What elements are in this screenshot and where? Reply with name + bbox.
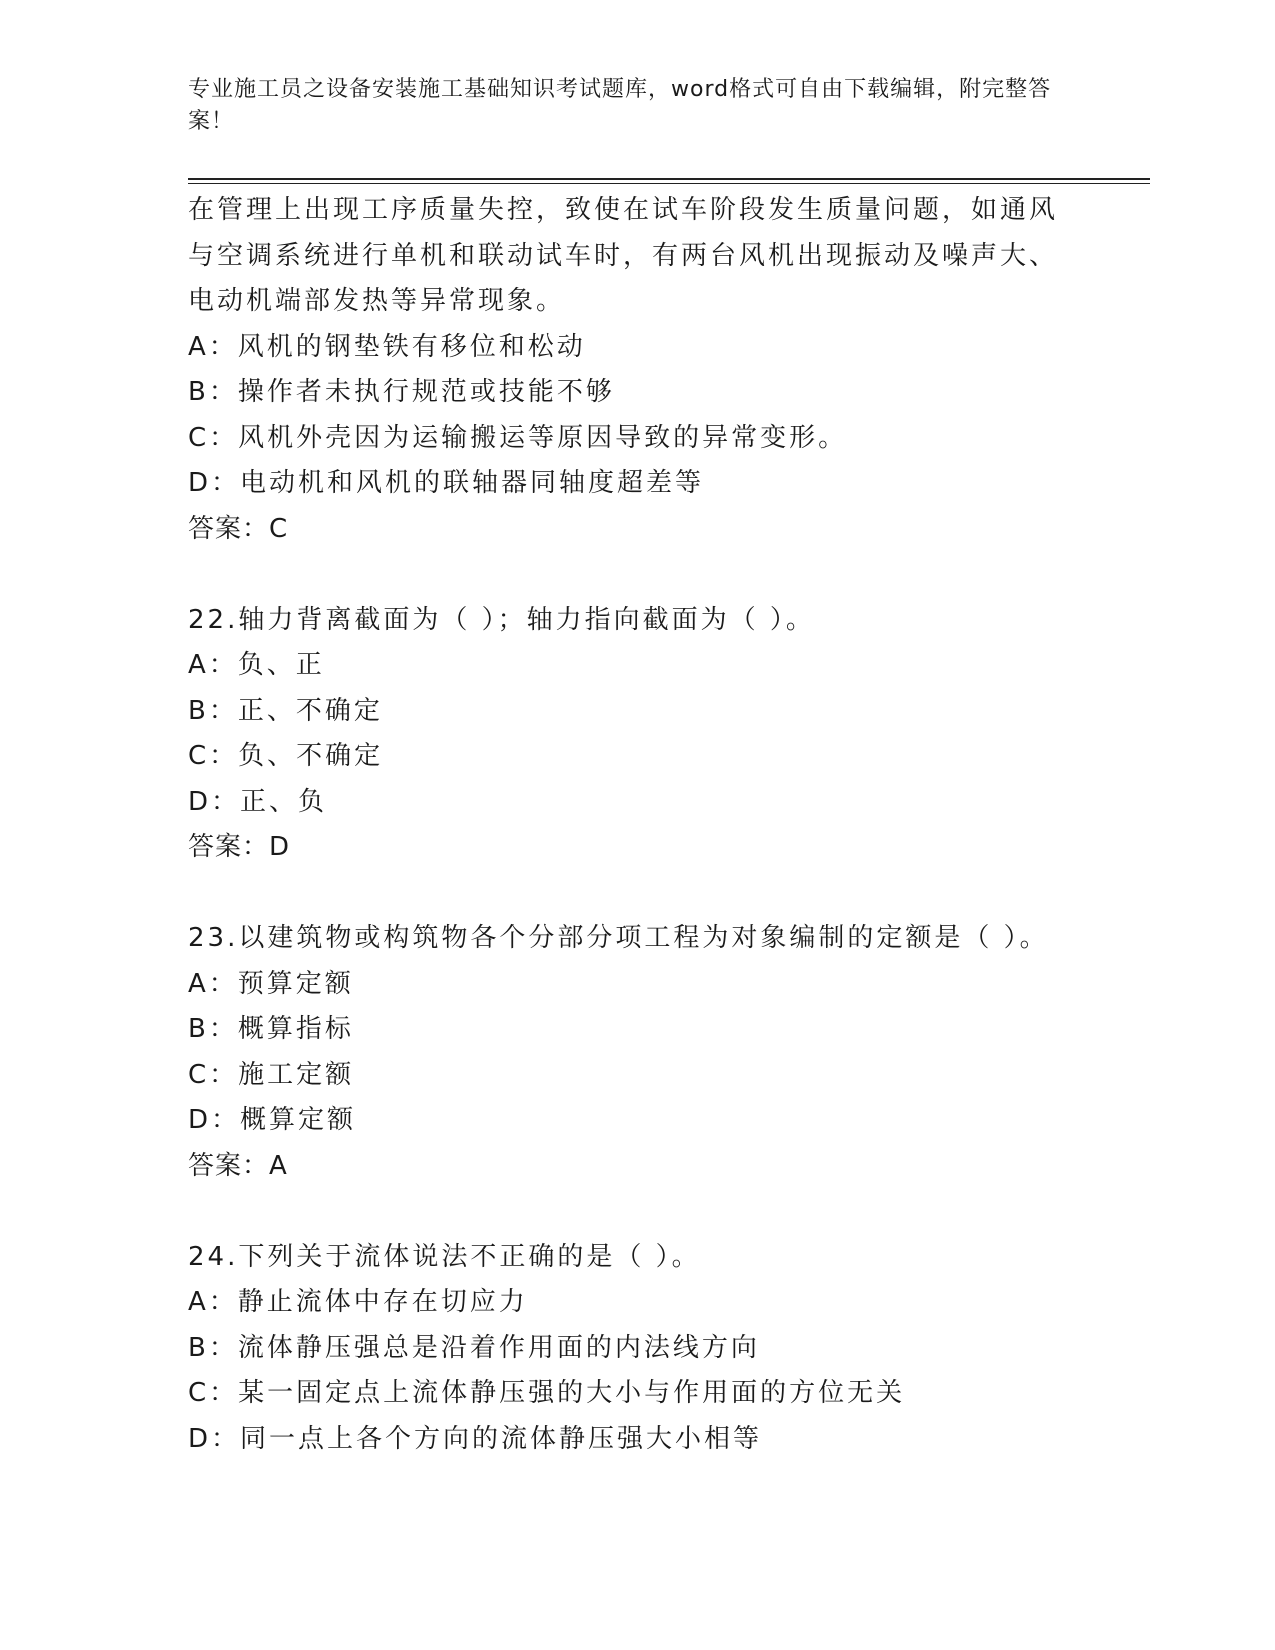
answer: 答案：D (188, 832, 291, 862)
question-stem: 23.以建筑物或构筑物各个分部分项工程为对象编制的定额是（ ）。 (188, 923, 1049, 953)
question-stem: 22.轴力背离截面为（ ）；轴力指向截面为（ ）。 (188, 604, 815, 635)
option-c: C：某一固定点上流体静压强的大小与作用面的方位无关 (188, 1378, 906, 1408)
option-d: D：概算定额 (188, 1105, 357, 1135)
option-b: B：操作者未执行规范或技能不够 (188, 377, 615, 407)
option-a: A：预算定额 (188, 968, 354, 999)
spacer (188, 552, 1088, 598)
question-stem-line: 电动机端部发热等异常现象。 (188, 286, 566, 316)
answer: 答案：C (188, 513, 289, 544)
option-b: B：概算指标 (188, 1014, 354, 1044)
option-b: B：正、不确定 (188, 695, 383, 726)
question-stem-line: 与空调系统进行单机和联动试车时，有两台风机出现振动及噪声大、 (188, 240, 1059, 271)
question-stem: 24.下列关于流体说法不正确的是（ ）。 (188, 1241, 701, 1272)
option-c: C：风机外壳因为运输搬运等原因导致的异常变形。 (188, 422, 848, 453)
question-21 (188, 188, 1088, 552)
spacer (188, 871, 1088, 917)
option-a: A：风机的钢垫铁有移位和松动 (188, 331, 586, 362)
option-b: B：流体静压强总是沿着作用面的内法线方向 (188, 1332, 760, 1363)
option-c: C：负、不确定 (188, 741, 384, 771)
option-a: A：负、正 (188, 650, 325, 680)
option-d: D：电动机和风机的联轴器同轴度超差等 (188, 468, 705, 498)
document-header: 专业施工员之设备安装施工基础知识考试题库，word格式可自由下载编辑，附完整答案！ (188, 77, 1052, 134)
question-23 (188, 916, 1088, 1189)
option-a: A：静止流体中存在切应力 (188, 1287, 528, 1317)
spacer (188, 1189, 1088, 1235)
question-list (188, 188, 1088, 1462)
question-22 (188, 598, 1088, 871)
header-rule-thick (188, 178, 1150, 180)
header-rule-thin (188, 183, 1150, 184)
question-24 (188, 1235, 1088, 1463)
option-d: D：正、负 (188, 786, 328, 817)
option-d: D：同一点上各个方向的流体静压强大小相等 (188, 1423, 763, 1454)
option-c: C：施工定额 (188, 1059, 355, 1090)
question-stem-line: 在管理上出现工序质量失控，致使在试车阶段发生质量问题，如通风 (188, 195, 1059, 225)
answer: 答案：A (188, 1150, 288, 1181)
